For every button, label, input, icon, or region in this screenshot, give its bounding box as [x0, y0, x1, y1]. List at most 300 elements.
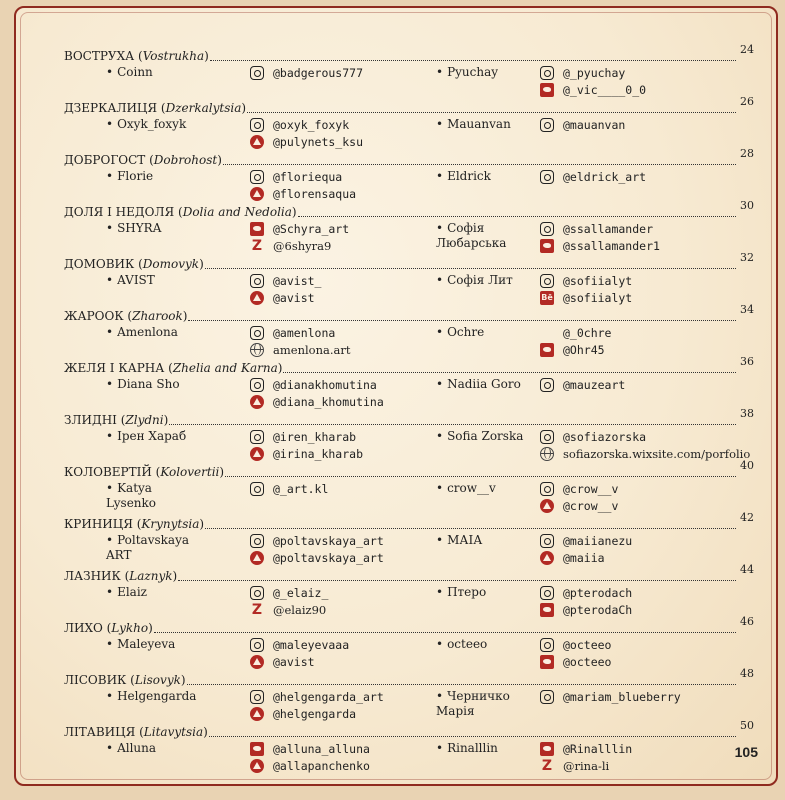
toc-entry[interactable]	[64, 719, 754, 776]
bullet: •	[436, 65, 444, 79]
social-handle[interactable]	[250, 757, 370, 774]
twitter-icon	[540, 655, 554, 669]
social-handle[interactable]	[540, 688, 681, 705]
social-handle[interactable]	[540, 636, 611, 653]
leader-dots	[154, 632, 736, 633]
bullet: •	[436, 221, 444, 235]
artist-label: Черничко Марія	[436, 689, 510, 718]
social-handle[interactable]	[250, 393, 384, 410]
bullet: •	[106, 637, 114, 651]
toc-entry[interactable]	[64, 303, 754, 360]
social-handle[interactable]	[250, 237, 349, 254]
social-handle[interactable]	[540, 64, 646, 81]
bullet: •	[106, 117, 114, 131]
artist-label: Софія Лит	[447, 273, 513, 287]
entry-heading: ЛІТАВИЦЯ (Litavytsia) 50	[64, 719, 754, 739]
social-handle[interactable]	[540, 653, 611, 670]
entry-page-number: 46	[740, 615, 754, 628]
social-handles	[250, 688, 384, 722]
handle-text: @_elaiz_	[273, 585, 329, 600]
social-handles	[540, 532, 632, 566]
social-handles	[250, 272, 321, 306]
bullet: •	[436, 169, 444, 183]
toc-entry[interactable]	[64, 251, 754, 308]
handle-text: @allapanchenko	[273, 758, 370, 773]
bullet: •	[106, 221, 114, 235]
artist-name	[106, 273, 155, 288]
artist-label: Amenlona	[117, 325, 178, 339]
social-handle[interactable]	[540, 272, 632, 289]
social-handles	[540, 740, 632, 774]
artist-label: crow__v	[447, 481, 496, 495]
social-handle[interactable]	[540, 480, 618, 497]
bullet: •	[436, 377, 444, 391]
social-handle[interactable]	[540, 237, 660, 254]
social-handle[interactable]	[540, 168, 646, 185]
handle-text: @crow__v	[563, 498, 619, 513]
handle-text: @sofiazorska	[563, 429, 647, 444]
artist-label: octeeo	[447, 637, 488, 651]
artist-name	[436, 585, 486, 600]
social-handle[interactable]	[250, 133, 363, 150]
handle-text: @Schyra_art	[273, 221, 350, 236]
twitter-icon	[540, 742, 554, 756]
artist-label: Poltavskaya ART	[106, 533, 190, 562]
entry-latin: Vostrukha	[142, 49, 205, 63]
artists-row	[64, 532, 748, 568]
artists-row	[64, 636, 748, 672]
social-handle[interactable]	[250, 272, 321, 289]
entry-title: ЛИХО	[64, 621, 103, 635]
social-handle[interactable]	[250, 636, 349, 653]
handle-text: @mariam_blueberry	[563, 689, 681, 704]
entry-page-number: 42	[740, 511, 754, 524]
artist-name	[106, 117, 186, 132]
social-handle[interactable]	[250, 480, 328, 497]
artists-row	[64, 584, 748, 620]
artist-name	[106, 377, 180, 392]
social-handles	[540, 688, 681, 705]
bullet: •	[436, 741, 444, 755]
entry-latin: Dolia and Nedolia	[182, 205, 292, 219]
instagram-icon	[540, 690, 554, 704]
handle-text: sofiazorska.wixsite.com/porfolio	[563, 446, 751, 461]
artist-name	[106, 637, 175, 652]
artist-label: Katya Lysenko	[106, 481, 157, 510]
handle-text: @maleyevaaa	[273, 637, 350, 652]
instagram-icon	[540, 638, 554, 652]
handle-text: @eldrick_art	[563, 169, 647, 184]
entry-page-number: 34	[740, 303, 754, 316]
leader-dots	[209, 736, 736, 737]
leader-dots	[205, 528, 736, 529]
artist-label: Maleyeva	[117, 637, 176, 651]
leader-dots	[210, 60, 736, 61]
handle-text: @iren_kharab	[273, 429, 357, 444]
entry-title: ЖЕЛЯ І КАРНА	[64, 361, 165, 375]
artist-name	[106, 325, 178, 340]
artist-label: AVIST	[117, 273, 155, 287]
social-handle[interactable]	[250, 168, 356, 185]
artstation-icon	[250, 447, 264, 461]
entry-latin: Zharook	[132, 309, 183, 323]
social-handle[interactable]	[250, 324, 350, 341]
social-handles	[540, 272, 632, 306]
book-page	[14, 6, 778, 786]
entry-heading: ДЗЕРКАЛИЦЯ (Dzerkalytsia) 26	[64, 95, 754, 115]
social-handle[interactable]	[540, 116, 625, 133]
handle-text: @_vic____0_0	[563, 82, 647, 97]
bullet: •	[436, 429, 444, 443]
twitter-icon	[540, 603, 554, 617]
entry-latin: Zhelia and Karna	[172, 361, 278, 375]
social-handle[interactable]	[540, 601, 632, 618]
bullet: •	[436, 325, 444, 339]
entry-page-number: 36	[740, 355, 754, 368]
artist-label: Florie	[117, 169, 154, 183]
handle-text: @mauzeart	[563, 377, 626, 392]
artists-row	[64, 376, 748, 412]
artist-name	[436, 533, 482, 548]
artstation-icon	[250, 135, 264, 149]
artist-label: Ірен Хараб	[117, 429, 187, 443]
entry-latin: Litavytsia	[143, 725, 204, 739]
artist-name	[106, 481, 186, 511]
bullet: •	[106, 325, 114, 339]
artstation-icon	[250, 187, 264, 201]
bullet: •	[106, 481, 114, 495]
handle-text: @pterodaCh	[563, 602, 633, 617]
instagram-icon	[250, 430, 264, 444]
handle-text: @octeeo	[563, 654, 612, 669]
twitter-icon	[540, 83, 554, 97]
toc-entry[interactable]	[64, 511, 754, 568]
social-handle[interactable]	[540, 220, 660, 237]
handle-text: @diana_khomutina	[273, 394, 384, 409]
handle-text: @oxyk_foxyk	[273, 117, 350, 132]
page-number: 105	[734, 744, 758, 760]
social-handle[interactable]	[540, 324, 611, 341]
social-handles	[250, 428, 363, 462]
social-handles	[540, 168, 646, 185]
toc-entry[interactable]	[64, 667, 754, 724]
social-handle[interactable]	[250, 289, 321, 306]
instagram-icon	[250, 586, 264, 600]
artists-row	[64, 740, 748, 776]
handle-text: @Rinalllin	[563, 741, 633, 756]
social-handles	[250, 480, 328, 497]
entry-title: КОЛОВЕРТІЙ	[64, 465, 152, 479]
toc-entry[interactable]	[64, 355, 754, 412]
instagram-icon	[540, 222, 554, 236]
artstation-icon	[250, 551, 264, 565]
instagram-icon	[540, 274, 554, 288]
twitter-icon	[250, 742, 264, 756]
handle-text: @_0chre	[563, 325, 612, 340]
handle-text: @pterodach	[563, 585, 633, 600]
twitter-icon	[540, 343, 554, 357]
handle-text: @avist	[273, 654, 315, 669]
artist-label: Eldrick	[447, 169, 491, 183]
entry-page-number: 40	[740, 459, 754, 472]
artist-name	[106, 741, 156, 756]
social-handles	[250, 636, 349, 670]
artstation-icon	[540, 499, 554, 513]
social-handles	[540, 428, 750, 462]
artist-name	[436, 325, 484, 340]
bullet: •	[106, 65, 114, 79]
social-handle[interactable]	[540, 289, 632, 306]
social-handles	[250, 584, 328, 618]
toc-entry[interactable]	[64, 95, 754, 152]
social-handle[interactable]	[540, 584, 632, 601]
handle-text: @rina-li	[563, 758, 610, 773]
artist-name	[106, 65, 153, 80]
social-handle[interactable]	[540, 757, 632, 774]
handle-text: @octeeo	[563, 637, 612, 652]
artist-label: SHYRA	[117, 221, 162, 235]
entry-heading: ВОСТРУХА (Vostrukha) 24	[64, 43, 754, 63]
artist-label: МАІА	[447, 533, 483, 547]
social-handle[interactable]	[250, 549, 384, 566]
social-handle[interactable]	[250, 688, 384, 705]
entry-page-number: 38	[740, 407, 754, 420]
leader-dots	[187, 684, 736, 685]
social-handle[interactable]	[250, 220, 349, 237]
entry-latin: Lykho	[111, 621, 149, 635]
entry-latin: Lisovyk	[134, 673, 181, 687]
social-handle[interactable]	[540, 376, 625, 393]
social-handles	[250, 116, 363, 150]
artist-name	[436, 481, 496, 496]
entry-heading: ДОБРОГОСТ (Dobrohost) 28	[64, 147, 754, 167]
entry-heading: ЖАРООК (Zharook) 34	[64, 303, 754, 323]
handle-text: @6shyra9	[273, 238, 332, 253]
bullet: •	[106, 533, 114, 547]
bullet: •	[106, 429, 114, 443]
entry-heading: ЛИХО (Lykho) 46	[64, 615, 754, 635]
handle-text: @amenlona	[273, 325, 336, 340]
artist-label: Alluna	[117, 741, 157, 755]
social-handles	[250, 220, 349, 254]
social-handles	[540, 64, 646, 98]
bullet: •	[436, 273, 444, 287]
bullet: •	[436, 689, 444, 703]
social-handle[interactable]	[540, 740, 632, 757]
leader-dots	[298, 216, 736, 217]
entry-page-number: 48	[740, 667, 754, 680]
social-handle[interactable]	[250, 601, 328, 618]
instagram-icon	[540, 586, 554, 600]
social-handle[interactable]	[250, 64, 363, 81]
behance-icon: Bē	[540, 291, 554, 305]
artist-label: Rinalllin	[447, 741, 498, 755]
entry-heading: ЗЛИДНІ (Zlydni) 38	[64, 407, 754, 427]
social-handles	[540, 116, 625, 133]
social-handle[interactable]	[250, 532, 384, 549]
entry-latin: Dzerkalytsia	[165, 101, 242, 115]
bullet: •	[436, 481, 444, 495]
social-handle[interactable]	[540, 428, 750, 445]
instagram-icon	[250, 638, 264, 652]
toc-entry[interactable]	[64, 199, 754, 256]
social-handle[interactable]	[250, 445, 363, 462]
artist-name	[436, 377, 521, 392]
entry-heading: ЖЕЛЯ І КАРНА (Zhelia and Karna) 36	[64, 355, 754, 375]
table-of-contents	[64, 43, 754, 776]
instagram-icon	[250, 534, 264, 548]
social-handle[interactable]	[250, 376, 384, 393]
entry-title: КРИНИЦЯ	[64, 517, 133, 531]
bullet: •	[106, 377, 114, 391]
handle-text: @dianakhomutina	[273, 377, 377, 392]
artist-label: Oxyk_foxyk	[117, 117, 187, 131]
leader-dots	[223, 164, 736, 165]
entry-title: ВОСТРУХА	[64, 49, 135, 63]
social-handles	[540, 480, 618, 514]
entry-heading: ДОМОВИК (Domovyk) 32	[64, 251, 754, 271]
social-handles	[540, 636, 611, 670]
bullet: •	[436, 585, 444, 599]
artstation-icon	[250, 395, 264, 409]
entry-page-number: 30	[740, 199, 754, 212]
handle-text: @alluna_alluna	[273, 741, 370, 756]
artist-name	[106, 169, 153, 184]
artist-label: Elaiz	[117, 585, 147, 599]
artists-row	[64, 272, 748, 308]
entry-page-number: 32	[740, 251, 754, 264]
instagram-icon	[250, 66, 264, 80]
entry-page-number: 28	[740, 147, 754, 160]
social-handle[interactable]	[540, 445, 750, 462]
artist-name	[106, 429, 186, 444]
handle-text: @poltavskaya_art	[273, 533, 384, 548]
entry-page-number: 26	[740, 95, 754, 108]
social-handles	[250, 324, 350, 358]
artist-label: Coinn	[117, 65, 153, 79]
entry-latin: Laznyk	[129, 569, 173, 583]
handle-text: @pulynets_ksu	[273, 134, 364, 149]
handle-text: @helgengarda	[273, 706, 357, 721]
handle-text: @irina_kharab	[273, 446, 364, 461]
social-handle[interactable]	[540, 549, 632, 566]
entry-title: ДОЛЯ І НЕДОЛЯ	[64, 205, 175, 219]
twitter-icon	[540, 239, 554, 253]
web-icon	[540, 447, 554, 461]
toc-entry[interactable]	[64, 43, 754, 100]
artists-row	[64, 688, 748, 724]
social-handle[interactable]	[250, 341, 350, 358]
entry-title: ДОБРОГОСТ	[64, 153, 146, 167]
artist-name	[436, 273, 513, 288]
social-handle[interactable]	[250, 740, 370, 757]
social-handles	[250, 532, 384, 566]
instagram-icon	[250, 690, 264, 704]
entry-heading: КОЛОВЕРТІЙ (Kolovertii) 40	[64, 459, 754, 479]
entry-heading: КРИНИЦЯ (Krynytsia) 42	[64, 511, 754, 531]
entry-title: ЛІСОВИК	[64, 673, 127, 687]
instagram-icon	[540, 66, 554, 80]
artist-name	[106, 585, 147, 600]
artists-row	[64, 116, 748, 152]
handle-text: @avist_	[273, 273, 322, 288]
artists-row	[64, 480, 748, 516]
social-handles	[250, 168, 356, 202]
bullet: •	[436, 117, 444, 131]
z-icon: Z	[251, 601, 263, 618]
toc-entry[interactable]	[64, 459, 754, 516]
entry-page-number: 44	[740, 563, 754, 576]
handle-text: @sofiialyt	[563, 273, 633, 288]
artist-name	[106, 533, 190, 563]
artist-name	[436, 741, 498, 756]
leader-dots	[178, 580, 736, 581]
social-handles	[250, 740, 370, 774]
instagram-icon	[250, 118, 264, 132]
artist-label: Sofia Zorska	[447, 429, 524, 443]
artist-label: Pyuchay	[447, 65, 499, 79]
entry-title: ДЗЕРКАЛИЦЯ	[64, 101, 158, 115]
bullet: •	[106, 585, 114, 599]
handle-text: @maiia	[563, 550, 605, 565]
social-handles	[540, 324, 611, 358]
social-handle[interactable]	[540, 341, 611, 358]
social-handle[interactable]	[250, 705, 384, 722]
toc-entry[interactable]	[64, 407, 754, 464]
instagram-icon	[250, 378, 264, 392]
social-handle[interactable]	[250, 584, 328, 601]
handle-text: @floriequa	[273, 169, 343, 184]
artist-label: Diana Sho	[117, 377, 180, 391]
social-handle[interactable]	[540, 81, 646, 98]
social-handle[interactable]	[250, 185, 356, 202]
entry-page-number: 24	[740, 43, 754, 56]
bullet: •	[106, 169, 114, 183]
toc-entry[interactable]	[64, 563, 754, 620]
entry-page-number: 50	[740, 719, 754, 732]
social-handle[interactable]	[250, 116, 363, 133]
handle-text: @elaiz90	[273, 602, 327, 617]
artist-label: Ochre	[447, 325, 485, 339]
instagram-icon	[540, 534, 554, 548]
artstation-icon	[250, 759, 264, 773]
instagram-icon	[250, 274, 264, 288]
social-handle[interactable]	[540, 532, 632, 549]
handle-text: @helgengarda_art	[273, 689, 384, 704]
bullet: •	[106, 741, 114, 755]
social-handle[interactable]	[540, 497, 618, 514]
instagram-icon	[540, 170, 554, 184]
leader-dots	[188, 320, 736, 321]
handle-text: @avist	[273, 290, 315, 305]
instagram-icon	[250, 326, 264, 340]
artist-name	[436, 117, 511, 132]
handle-text: @sofiialyt	[563, 290, 633, 305]
toc-entry[interactable]	[64, 615, 754, 672]
handle-text: @ssallamander1	[563, 238, 660, 253]
instagram-icon	[540, 482, 554, 496]
entry-title: ЖАРООК	[64, 309, 124, 323]
handle-text: @florensaqua	[273, 186, 357, 201]
toc-entry[interactable]	[64, 147, 754, 204]
social-handle[interactable]	[250, 653, 349, 670]
bullet: •	[436, 533, 444, 547]
artstation-icon	[250, 707, 264, 721]
social-handle[interactable]	[250, 428, 363, 445]
leader-dots	[205, 268, 736, 269]
instagram-icon	[540, 118, 554, 132]
leader-dots	[283, 372, 736, 373]
